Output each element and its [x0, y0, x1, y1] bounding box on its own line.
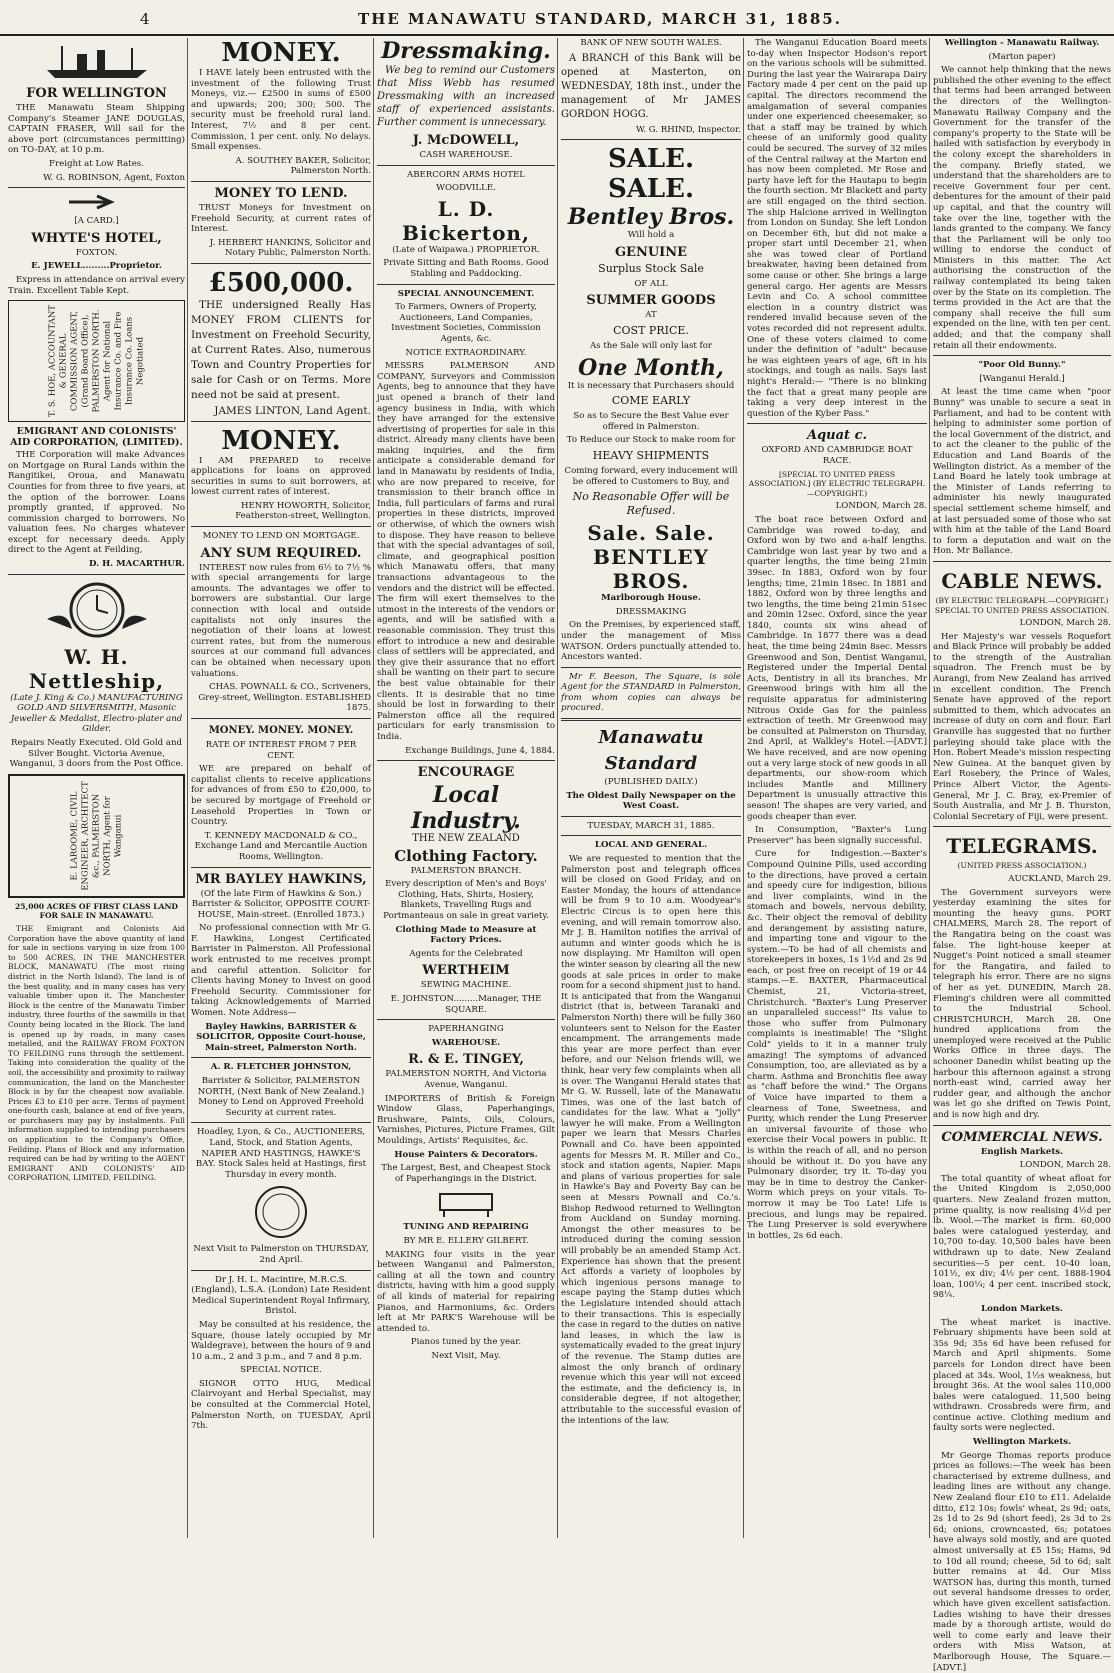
newspaper-title: THE MANAWATU STANDARD, MARCH 31, 1885. — [358, 10, 842, 28]
english-date: LONDON, March 28. — [1019, 1160, 1111, 1171]
lend-signature: J. HERBERT HANKINS, Solicitor and Notary Public, Palmerston North. — [209, 237, 371, 259]
notice-extraordinary: NOTICE EXTRAORDINARY. — [405, 347, 527, 358]
next-visit: Next Visit, May. — [431, 1350, 501, 1361]
heavy-line: HEAVY SHIPMENTS — [592, 448, 710, 462]
oxford-heading: OXFORD AND CAMBRIDGE BOAT RACE. — [761, 445, 913, 466]
bank-body: A BRANCH of this Bank will be opened at Masterton, on WEDNESDAY, 18th inst., under the management of Mr JAMES GORDON HOGG. — [561, 52, 741, 120]
tingey-body: IMPORTERS of British & Foreign Window Glass, Paperhangings, Brushware, Paints, Oils, Colours, Varnishes, Pictures, Picture Frames, Gilt Mouldings, Artists' Requisites, &c. — [377, 1093, 555, 1146]
bank-heading: BANK OF NEW SOUTH WALES. — [580, 38, 722, 48]
card-label: [A CARD.] — [74, 216, 119, 227]
divider — [191, 526, 371, 527]
wellington-markets-heading: Wellington Markets. — [972, 1437, 1072, 1448]
surplus-line: Surplus Stock Sale — [598, 261, 704, 275]
column-1 — [8, 38, 185, 1538]
money3-body: WE are prepared on behalf of capitalist clients to receive applications for advances of from £50 to £20,000, to be secured by mortgage of Freehold or Leasehold Properties in Town or Country. — [191, 764, 371, 828]
consumption-line: In Consumption, "Baxter's Lung Preserver" has been signally successful. — [747, 825, 927, 846]
telegrams-heading: TELEGRAMS. — [946, 834, 1098, 859]
at-line: AT — [645, 310, 657, 321]
stamp-icon — [191, 1184, 371, 1240]
linton-signature: JAMES LINTON, Land Agent. — [214, 404, 371, 417]
accountant-card-text: T. S. HOE, ACCOUNTANT & GENERAL COMMISSION AGENT, (Grand Board Office), PALMERSTON NORTH. Agent for National Insurance Co. and Fire Insurance Co. Loans Negotiated — [47, 305, 145, 418]
divider — [191, 1270, 371, 1271]
bunny-heading: "Poor Old Bunny." — [978, 360, 1066, 371]
board-body: The Wanganui Education Board meets to-day when Inspector Hodson's report on the various schools will be submitted. During the last year the Wairarapa Dairy Factory made 4 per cent on the paid up capital. The directors recommend the amalgamation of several companies under one experienced cheesemaker, so that a staff may be trained by which cheese of an uniformly good quality could be secured. The survey of 32 miles of the Central railway at the Marton end has now been completed. Mr Rose and party have left for the Hautapu to begin the fourth section. Mr Blackett and party are still engaged on the third section. The ship Halcione arrived in Wellington from London on Sunday. She left London on December 6th, but did not make a proper start until December 21, when she was towed clear of Portland breakwater, having been detained from some cause or other. She brings a large general cargo. Her agents are Messrs Levin and Co. A school committee election in a country district was rendered invalid because seven of the votes recorded did not represent adults. One of these voters claimed to come under the definition of "adult" because he was eighteen years of age, 6ft in his stockings, and tough as nails. Says last night's Herald:— "There is no blinking the fact that a great many people are taking a very deep interest in the question of the Kyber Pass." — [747, 38, 927, 419]
column-rule — [557, 38, 558, 1538]
divider — [191, 421, 371, 422]
divider — [377, 760, 555, 761]
column-rule — [929, 38, 930, 1538]
divider — [377, 284, 555, 285]
column-4 — [561, 38, 741, 1538]
hawkins-name: MR BAYLEY HAWKINS, — [195, 871, 367, 887]
wellington-heading: FOR WELLINGTON — [26, 86, 167, 101]
clock-icon — [8, 579, 185, 641]
lend-heading: MONEY TO LEND. — [214, 185, 348, 201]
pianos-line: Pianos tuned by the year. — [410, 1337, 522, 1348]
reduce-line: To Reduce our Stock to make room for — [566, 435, 736, 446]
hawkins-subtitle: (Of the late Firm of Hawkins & Son.) Barrister & Solicitor, OPPOSITE COURT-HOUSE, Main-street. (Enrolled 1873.) — [191, 888, 371, 920]
last-line: As the Sale will only last for — [589, 340, 713, 351]
cable-body: Her Majesty's war vessels Roquefort and Black Prince will probably be added to the strength of the Australian squadron. The French must be by Aurangi, from New Zealand has arrived in excellent condition. The French Senate have approved of the report submitted to them, which advocates an increase of duty on corn and flour. Earl Granville has suggested that no further parleying should take place with the Hon. Robert Meade's mission respecting New Guinea. At the banquet given by Earl Rosebery, the Prince of Wales, Prince Albert Victor, the Agents-General, Mr J. C. Bray, ex-Premier of South Australia, and Mr J. B. Thurston, Colonial Secretary of Fiji, were present. — [933, 631, 1111, 822]
divider — [191, 1057, 371, 1058]
acres-body: THE Emigrant and Colonists Aid Corporation have the above quantity of land for sale in sections varying in size from 100 to 500 ACRES, IN THE MANCHESTER BLOCK, MANAWATU (The most rising district in the North Island). The land is of the best quality, and in many cases has very valuable timber upon it. The Manchester Block is the centre of the Manawatu Timber industry, three fourths of the sawmills in that County being located in the Block. The land is opened up by roads, in many cases metalled, and the RAILWAY FROM FOXTON TO FEILDING runs through the settlement. Taking into consideration the quality of the soil, the accessibility and proximity to railway communication, the land on the Manchester Block is by far the cheapest now available. Prices £3 to £10 per acre. Terms of payment one-fourth cash, balance at end of five years, or purchasers may pay by instalments. Full information supplied to intending purchasers on application to the Company's Office, Feilding. Plans of Block and any information required can be had by writing to the AGENT EMIGRANT AND COLONISTS' AID CORPORATION, LIMITED, FEILDING. — [8, 924, 185, 1183]
amount-body: THE undersigned Really Has MONEY FROM CLIENTS for Investment on Freehold Security, at Current Rates. Also, numerous Town and Country Properties for sale for Cash or on Terms. More need not be said at present. — [191, 298, 371, 401]
bentley-heading: Bentley Bros. — [567, 204, 735, 231]
masthead — [0, 0, 1114, 36]
special-signature: Exchange Buildings, June 4, 1884. — [405, 745, 555, 756]
of-all-line: OF ALL — [634, 278, 668, 289]
kennedy-signature: T. KENNEDY MACDONALD & CO., Exchange Land and Mercantile Auction Rooms, Wellington. — [194, 830, 368, 862]
painters-line: House Painters & Decorators. — [394, 1149, 538, 1160]
page-number: 4 — [140, 10, 151, 28]
special-telegraph: [SPECIAL TO UNITED PRESS ASSOCIATION.] (BY ELECTRIC TELEGRAPH.—COPYRIGHT.) — [748, 469, 926, 498]
woodville-line: WOODVILLE. — [436, 183, 496, 194]
will-line: Will hold a — [627, 230, 675, 241]
divider — [8, 187, 185, 188]
cable-subtitle: (BY ELECTRIC TELEGRAPH.—COPYRIGHT.) SPECIAL TO UNITED PRESS ASSOCIATION. — [934, 595, 1110, 615]
london-body: The wheat market is inactive. February shipments have been sold at 35s 9d; 35s 6d have been refused for March and April shipments. Some parcels for London direct have been placed at 34s. Wool, 1½s weakness, but brought 36s. At the wool sales 110,000 bales were catalogued. 11,500 being withdrawn. Crossbreds were firm, and continue active. Clothing medium and faulty sorts were neglected. — [933, 1317, 1111, 1434]
local-industry-heading: Local Industry. — [411, 782, 521, 835]
issue-date: TUESDAY, MARCH 31, 1885. — [587, 820, 715, 831]
hawkins-body: No professional connection with Mr G. F. Hawkins, Longest Certificated Barrister in Palmerston. All Professional work entrusted to me receives prompt and careful attention. Solicitor for Clients having Money to Invest on good Freehold Security. Commissioner for taking Acknowledgements of Married Women. Note Address— — [191, 923, 371, 1019]
secure-line: So as to Secure the Best Value ever offered in Palmerston. — [573, 411, 729, 432]
emigrant-body: THE Corporation will make Advances on Mortgage on Rural Lands within the Rangitikei, Oroua, and Manawatu Counties for from three to five years, at the option of the borrower. Loans promptly granted, if approved. No commission charged to borrowers. No valuation fees. No charges whatever except for necessary deeds. Apply direct to the Agent at Feilding, — [8, 450, 185, 556]
no-offer-line: No Reasonable Offer will be Refused. — [572, 490, 730, 518]
bentley2-heading: BENTLEY BROS. — [593, 545, 709, 594]
genuine-line: GENUINE — [614, 244, 688, 260]
divider — [377, 1019, 555, 1020]
johnston-subtitle: Barrister & Solicitor, PALMERSTON NORTH, (Next Bank of New Zealand.) Money to Lend on Approved Freehold Security at current rates. — [197, 1076, 365, 1118]
bunny-body: At least the time came when "poor Bunny" was unable to secure a seat in Parliament, and had to be content with helping to administer some portion of the local Government of the district, and to act the cleaner to the public of the Education and Land Boards of the Wellington district. As a member of the Land Board he lately took umbrage at the Minister of Lands referring to administer his newly inaugurated special settlement scheme himself, and at last persuaded some of those who sat with him at the table of the Land Board to form a deputation and wait on the Hon. Mr Ballance. — [933, 387, 1111, 557]
telegrams-subtitle: (UNITED PRESS ASSOCIATION.) — [957, 861, 1087, 871]
accountant-card — [8, 300, 185, 422]
tingey-name: R. & E. TINGEY, — [408, 1052, 524, 1068]
encourage-heading: ENCOURAGE — [417, 765, 515, 781]
money3-heading: MONEY. MONEY. MONEY. — [208, 724, 354, 736]
dress2-body: On the Premises, by experienced staff, under the management of Miss WATSON. Orders punctually attended to. Ancestors wanted. — [561, 620, 741, 663]
branch-line: PALMERSTON BRANCH. — [410, 865, 522, 876]
mortgage-heading: MONEY TO LEND ON MORTGAGE. — [202, 531, 360, 542]
sale2-heading: Sale. Sale. — [587, 521, 715, 546]
hug-notice: SIGNOR OTTO HUG, Medical Clairvoyant and Herbal Specialist, may be consulted at the Commercial Hotel, Palmerston North, on TUESDAY, April 7th. — [191, 1378, 371, 1432]
railway-heading: Wellington - Manawatu Railway. — [944, 38, 1100, 48]
macintire-heading: Dr J. H. L. Macintire, M.R.C.S. (England), L.S.A. (London) Late Resident Medical Superintendent Royal Infirmary, Bristol. — [191, 1274, 371, 1317]
beeson-notice: Mr F. Beeson, The Square, is sole Agent for the STANDARD in Palmerston, from whom copies can always be procured. — [561, 671, 741, 714]
money2-body: I AM PREPARED to receive applications for loans on approved securities in sums to suit borrowers, at lowest current rates of interest. — [191, 455, 371, 498]
commercial-heading: COMMERCIAL NEWS. — [941, 1129, 1103, 1145]
divider — [933, 826, 1111, 827]
dress2-heading: DRESSMAKING — [615, 606, 687, 617]
emigrant-heading: EMIGRANT AND COLONISTS' AID CORPORATION, (LIMITED). — [10, 426, 183, 449]
column-5 — [747, 38, 927, 1538]
hand-icon — [8, 192, 185, 212]
column-6 — [933, 38, 1111, 1673]
railway-subtitle: (Marton paper) — [988, 51, 1056, 62]
measure-line: Clothing Made to Measure at Factory Prices. — [395, 924, 537, 946]
steamship-icon — [8, 42, 185, 82]
hotel-proprietor: E. JEWELL.........Proprietor. — [31, 261, 162, 272]
aquatic-heading: Aquat c. — [806, 428, 868, 444]
bickerton-body: Private Sitting and Bath Rooms. Good Stabling and Paddocking. — [383, 258, 549, 279]
come-line: COME EARLY — [611, 394, 691, 408]
abercorn-heading: ABERCORN ARMS HOTEL — [407, 169, 525, 180]
sewing-line: SEWING MACHINE. — [420, 980, 512, 991]
cable-date: LONDON, March 28. — [1019, 618, 1111, 629]
bunny-subtitle: [Wanganui Herald.] — [979, 373, 1065, 384]
english-markets-heading: English Markets. — [980, 1146, 1064, 1157]
published-line: (PUBLISHED DAILY.) — [604, 777, 698, 788]
telegrams-date: AUCKLAND, March 29. — [1008, 873, 1111, 884]
local-body: We are requested to mention that the Palmerston post and telegraph offices will be closed on Good Friday, and on Easter Monday, the hours of attendance will be from 9 to 10 a.m. Woodyear's Electric Circus is to open here this evening, and will remain tomorrow also. Mr J. B. Hamilton notifies the arrival of autumn and winter goods which he is now displaying. Mr Hamilton will open the winter season by clearing all the new goods at sale prices in order to make room for a second shipment just to hand. It is anticipated that from the Wanganui district (that is, between Taranaki and Palmerston North) there will be fully 360 volunteers sent to Nelson for the Easter encampment. The arrangements made this year are more perfect than ever before, and our Nelson friends will, we think, hear very few complaints when all is over. The Wanganui Herald states that Mr G. W. Russell, late of the Manawatu Times, was one of the last batch of candidates for the law. What a "jolly" lawyer he will make. From a Wellington paper we learn that Messrs Charles Pownall and Co. have been appointed agents for Messrs M. R. Miller and Co., stock and station agents, Napier. Maps and plans of various properties for sale in Hawke's Bay and Poverty Bay can be seen at Messrs Pownall and Co.'s. Bishop Redwood returned to Wellington from Auckland on Sunday morning. Amongst the other measures to be introduced during the coming session will probably be an amended Stamp Act. Experience has shown that the present Act affords a variety of loopholes by which ingenious persons manage to escape paying the Stamp duties which the Legislature intended should attach to their transactions. This is especially the case in regard to the duties on native land leases, in which the law is systematically evaded to the great injury of the revenue. The Stamp duties are almost the only branch of ordinary revenue which this year will not exceed the estimate, and the deficiency is, in considerable degree, if not altogether, attributable to the successful evasion of the intentions of the law. — [561, 854, 742, 1426]
divider — [933, 1125, 1111, 1126]
coming-line: Coming forward, every inducement will be offered to Customers to Buy, and — [564, 465, 738, 487]
divider — [933, 355, 1111, 356]
special-body: MESSRS PALMERSON AND COMPANY, Surveyors and Commission Agents, beg to announce that they have just opened a branch of their land agency business in India, with which they have arranged for the extensive advertising of properties for sale in this district. Already many clients have been making inquiries, and the firm anticipate a considerable demand for land in Manawatu by residents of India, who are now prepared to receive, for transmission to their branch office in India, full particulars of farms and rural properties in these districts, improved or otherwise, of which the owners wish to dispose. They have reason to believe that with the special advantages of soil, climate, and geographical position which Manawatu offers, that many transactions advantageous to the vendors and the district will be effected. The firm will exert themselves to the utmost in the interests of the vendors or agents, and will be satisfied with a reasonable commission. They trust this effort to introduce a new and desirable class of settlers will be appreciated, and they give their assurance that no effort shall be wanting on their part to secure the best value obtainable for their clients. It is desirable that no time should be lost in forwarding to their Palmerston office all the required particulars for early transmission to India. — [377, 361, 555, 742]
gilbert-body: MAKING four visits in the year between Wanganui and Palmerston, calling at all the town and country districts, having with him a good supply of all kinds of material for repairing Pianos, and Harmoniums, &c. Orders left at Mr PARK'S Warehouse will be attended to. — [377, 1249, 555, 1334]
sum-body: INTEREST now rules from 6½ to 7½ % with special arrangements for large amounts. The advantages we offer to borrowers are substantial. Our large connection with local and outside capitalists not only insures the negotiation of their loans at lowest current rates, but from the numerous sources at our command full advances can be obtained when necessary upon valuations. — [191, 562, 371, 679]
lend-body: TRUST Moneys for Investment on Freehold Security, at current rates of Interest. — [191, 202, 371, 235]
bank-signature: W. G. RHIND, Inspector. — [635, 124, 741, 135]
acres-heading: 25,000 ACRES OF FIRST CLASS LAND FOR SALE IN MANAWATU. — [14, 901, 179, 921]
hotel-body: Express in attendance on arrival every Train. Excellent Table Kept. — [8, 274, 185, 296]
money-body: I HAVE lately been entrusted with the investment of the following Trust Moneys, viz.— £2500 in sums of £500 and upwards; 200; 300; 500. The security must be freehold rural land. Interest, 7½ and 8 per cent. Commission, 1 per cent. only. No delays. Small expenses. — [191, 68, 371, 153]
paper-heading: PAPERHANGING — [428, 1024, 504, 1035]
oldest-line: The Oldest Daily Newspaper on the West Coast. — [566, 790, 736, 812]
london-markets-heading: London Markets. — [981, 1303, 1063, 1314]
factory-heading: Clothing Factory. — [394, 846, 538, 865]
nettleship-body: Repairs Neatly Executed. Old Gold and Silver Bought. Victoria Avenue, Wanganui, 3 doors from the Post Office. — [9, 738, 184, 770]
divider — [561, 667, 741, 668]
engineer-card-text: E. LAROOME, CIVIL ENGINEER, ARCHITECT &c., PALMERSTON NORTH, Agent for Wanganui — [69, 781, 123, 891]
english-body: The total quantity of wheat afloat for the United Kingdom is 2,050,000 quarters. New Zealand frozen mutton, prime quality, is now realising 4½d per lb. Wool.—The market is firm. 60,000 bales were catalogued yesterday, and 10,700 to-day. 10,500 bales have been withdrawn up to date. New Zealand securities—5 per cent. 10-40 loan, 101½, ex div; 4½ per cent. 1888-1904 loan, 100¼; 4 per cent. inscribed stock, 98¼. — [933, 1173, 1111, 1301]
dressmaking-body: We beg to remind our Customers that Miss Webb has resumed Dressmaking with an increased staff of experienced assistants. Further comment is unnecessary. — [377, 65, 555, 128]
steamer-notice: THE Manawatu Steam Shipping Company's Steamer JANE DOUGLAS, CAPTAIN FRASER, Will sail for the above port (circumstances permitting) on TO-DAY, at 10 p.m. — [8, 103, 185, 156]
johnston-name: A. R. FLETCHER JOHNSTON, — [210, 1062, 352, 1073]
column-rule — [373, 38, 374, 1538]
divider — [933, 561, 1111, 562]
divider — [561, 139, 741, 140]
column-rule — [187, 38, 188, 1538]
factory-body: Every description of Men's and Boys' Clothing, Hats, Shirts, Hosiery, Blankets, Travelling Rugs and Portmanteaus on sale in great variety. — [383, 879, 549, 922]
railway-body: We cannot help thinking that the news published the other evening to the effect that terms had been arranged between the directors of the Wellington-Manawatu Railway Company and the Government for the transfer of the company's property to the State will be hailed with satisfaction by everybody in the colony except the shareholders in the company. Briefly stated, we understand that the shareholders are to receive Government four per cent. debentures for the amount of their paid up capital, and that the country will take over the line, together with the lands granted to the company. We fancy that the Parliament will be only too willing to endorse the conduct of Ministers in this matter. The Act authorising the construction of the railway contemplated its being taken over by the State on its completion. The terms provided in the Act are that the company shall receive the full sum expended on the line, with ten per cent. added; and that the company shall retain all their endowments. — [933, 65, 1111, 351]
freight-line: Freight at Low Rates. — [49, 158, 144, 169]
divider — [377, 165, 555, 166]
special-heading: SPECIAL ANNOUNCEMENT. — [397, 288, 535, 299]
notice-heading: SPECIAL NOTICE. — [240, 1365, 322, 1376]
sum-heading: ANY SUM REQUIRED. — [200, 545, 362, 561]
standard-title: Manawatu Standard — [598, 727, 704, 775]
johnston-manager: E. JOHNSTON.........Manager, THE SQUARE. — [390, 994, 542, 1015]
cash-warehouse: CASH WAREHOUSE. — [419, 150, 513, 160]
money-heading: MONEY. — [221, 38, 341, 68]
divider — [8, 574, 185, 575]
hotel-title: WHYTE'S HOTEL, — [31, 230, 162, 246]
special-to: To Farmers, Owners of Property, Auctioneers, Land Companies, Investment Societies, Commission Agents, &c. — [391, 302, 541, 344]
divider — [191, 181, 371, 182]
agents-line: Agents for the Celebrated — [409, 948, 523, 959]
hoadley-notice: Hoadley, Lyon, & Co., AUCTIONEERS, Land, Stock, and Station Agents, NAPIER AND HASTINGS, HAWKE'S BAY. Stock Sales held at Hastings, first Thursday in every month. — [195, 1127, 367, 1180]
cost-line: COST PRICE. — [613, 323, 689, 337]
hawkins-address: Bayley Hawkins, BARRISTER & SOLICITOR, Opposite Court-house, Main-street, Palmerston North. — [196, 1021, 366, 1053]
divider — [561, 718, 741, 721]
howorth-signature: HENRY HOWORTH, Solicitor, Featherston-street, Wellington. — [235, 500, 371, 522]
bickerton-subtitle: (Late of Waipawa.) PROPRIETOR. — [392, 244, 540, 255]
column-rule — [743, 38, 744, 1538]
divider — [561, 816, 741, 817]
divider — [191, 1122, 371, 1123]
macintire-body: May be consulted at his residence, the Square, (house lately occupied by Mr Waldegrave), between the hours of 9 and 10 a.m., 2 and 3 p.m., and 7 and 8 p.m. — [191, 1319, 371, 1362]
hotel-town: FOXTON. — [75, 247, 118, 258]
gilbert-line: BY MR E. ELLERY GILBERT. — [403, 1235, 529, 1246]
request-line: It is necessary that Purchasers should — [567, 380, 735, 391]
telegrams-body: The Government surveyors were yesterday examining the sites for mounting the heavy guns. PORT CHALMERS, March 28. The report of the Rangatira being on the coast was false. The light-house keeper at Nugget's Point noticed a small steamer for the Rangatira, and failed to telegraph his error. There are no signs of her as yet. DUNEDIN, March 28. Fleming's children were all committed to the Industrial School. CHRISTCHURCH, March 28. One hundred applications from the unemployed were received at the Public Works Office in three days. The schooner Danedin whilst beating up the harbour this afternoon against a strong north-east wind, carried away her rudder gear, and although the anchor was let go she drifted on Tewis Point, and is now high and dry. — [933, 887, 1111, 1121]
amount-heading: £500,000. — [208, 267, 354, 298]
nettleship-name: W. H. Nettleship, — [28, 644, 165, 693]
rate-line: RATE OF INTEREST FROM 7 PER CENT. — [205, 739, 357, 761]
piano-icon — [377, 1188, 555, 1218]
divider — [191, 867, 371, 868]
engineer-card — [8, 774, 185, 898]
column-3 — [377, 38, 555, 1538]
bickerton-name: L. D. Bickerton, — [402, 196, 530, 245]
money2-heading: MONEY. — [221, 425, 341, 456]
divider — [191, 718, 371, 719]
divider — [561, 835, 741, 836]
tingey-end: The Largest, Best, and Cheapest Stock of Paperhangings in the District. — [381, 1163, 551, 1184]
consumption-body: Cure for Indigestion.—Baxter's Compound Quinine Pills, used according to the directions, have proved a certain and speedy cure for indigestion, bilious and liver complaints, wind in the stomach and bowels, nervous debility, &c. Their object the removal of debility and derangement by assisting nature, and imparting tone and vigour to the system.—To be had of all chemists and storekeepers in boxes, 1s 1½d and 2s 9d each, or post free on receipt of 19 or 44 stamps.—E. BAXTER, Pharmaceutical Chemist, 21, Victoria-street, Christchurch. "Baxter's Lung Preserver an unparalleled success!" Its value to those who suffer from Pulmonary complaints is inestimable! The "Slight Cold" yields to it in a manner truly amazing! The symptoms of advanced Consumption, too, are alleviated as by a charm. Asthma and Bronchitis flee away as "chaff before the wind." The Organs of Voice have imparted to them a clearness of Tone, Sweetness, and Purity, which render the Lung Preserver an universal favourite of those who exercise their Vocal powers in public. It is within the reach of all, and no person should be without it. Do you have any Pulmonary disorder, try it. To-day you may be in time to destroy the Canker-Worm which preys on your vitals. To-morrow it may be Too Late! Life is precious, and lungs may be repaired. The Lung Preserver is sold everywhere in bottles, 2s 6d each. — [747, 849, 927, 1241]
column-2 — [191, 38, 371, 1538]
sale-heading: SALE. SALE. — [607, 144, 695, 205]
money-signature: A. SOUTHEY BAKER, Solicitor, Palmerston North. — [235, 155, 371, 177]
macarthur-signature: D. H. MACARTHUR. — [88, 559, 185, 570]
nettleship-subtitle: (Late J. King & Co.) MANUFACTURING GOLD AND SILVERSMITH, Masonic Jeweller & Medalist, Electro-plater and Gilder. — [10, 692, 183, 735]
london-date: LONDON, March 28. — [835, 501, 927, 512]
tingey-subtitle: PALMERSTON NORTH, And Victoria Avenue, Wanganui. — [385, 1069, 547, 1090]
tuning-heading: TUNING AND REPAIRING — [403, 1222, 529, 1233]
wertheim-heading: WERTHEIM — [422, 963, 510, 979]
mcdowell-name: J. McDOWELL, — [412, 133, 520, 148]
pownall-signature: CHAS. POWNALL & CO., Scriveners, Grey-street, Wellington. ESTABLISHED 1875. — [198, 682, 371, 714]
dressmaking-heading: Dressmaking. — [381, 38, 551, 64]
month-line: One Month, — [578, 354, 724, 381]
warehouse-line: WAREHOUSE. — [431, 1037, 501, 1048]
divider — [747, 423, 927, 424]
divider — [191, 263, 371, 264]
local-heading: LOCAL AND GENERAL. — [594, 840, 708, 851]
nz-line: THE NEW ZEALAND — [412, 833, 520, 845]
marlborough-line: Marlborough House. — [601, 593, 701, 604]
cable-heading: CABLE NEWS. — [941, 568, 1103, 593]
wellington-body: Mr George Thomas reports produce prices as follows:—The week has been characterised by extreme dullness, and leading lines are without any change. New Zealand flour £10 to £11. Adelaide ditto, £12 10s; fowls' wheat, 2s 9d; oats, 2s 1d to 2s 9d (short feed), 2s 3d to 2s 6d; onions, crowncasted, 6s; potatoes have always sold mostly, and are quoted almost universally at £5 15s; Hams, 9d to 10d all round; cheese, 5d to 6d; salt butter remains at 4d. Our Miss WATSON has, during this month, turned out several handsome dresses to order, which have given excellent satisfaction. Ladies wishing to have their dresses made by a thorough artiste, would do well to come early and leave their orders with Miss Watson, at Marlborough House, The Square.—[ADVT.] — [933, 1450, 1111, 1673]
visit-line: Next Visit to Palmerston on THURSDAY, 2nd April. — [193, 1244, 369, 1265]
summer-line: SUMMER GOODS — [586, 293, 716, 309]
shipping-agent: W. G. ROBINSON, Agent, Foxton — [43, 172, 185, 183]
boat-body: The boat race between Oxford and Cambridge was rowed to-day, and Oxford won by two and a-half lengths. Cambridge won last year by two and a quarter lengths, the time being 21min 39sec. In 1883, Oxford won by four lengths; time, 21min 18sec. In 1881 and 1882, Oxford won by three lengths and two lengths, the time being 21min 51sec and 20min 12sec. Oxford, since the year 1840, counts six wins ahead of Cambridge. In 1877 there was a dead heat, the time being 24min 8sec. Messrs Greenwood and Son, Dentist Wanganui, Registered under the Imperial Dental Acts, Dentistry in all its branches. Mr Greenwood brings with him all the requisite apparatus for administering Nitrous Oxide Gas for the painless extraction of teeth. Mr Greenwood may be consulted at Palmerston on Thursday, 2nd April, at Walkley's Hotel.—[ADVT.] We have received, and are now opening out a very large stock of new goods in all departments, our show-room which includes Mantle and Millinery Department is unusually attractive this season! The shapes are very varied, and goods cheaper than ever. — [747, 514, 927, 822]
